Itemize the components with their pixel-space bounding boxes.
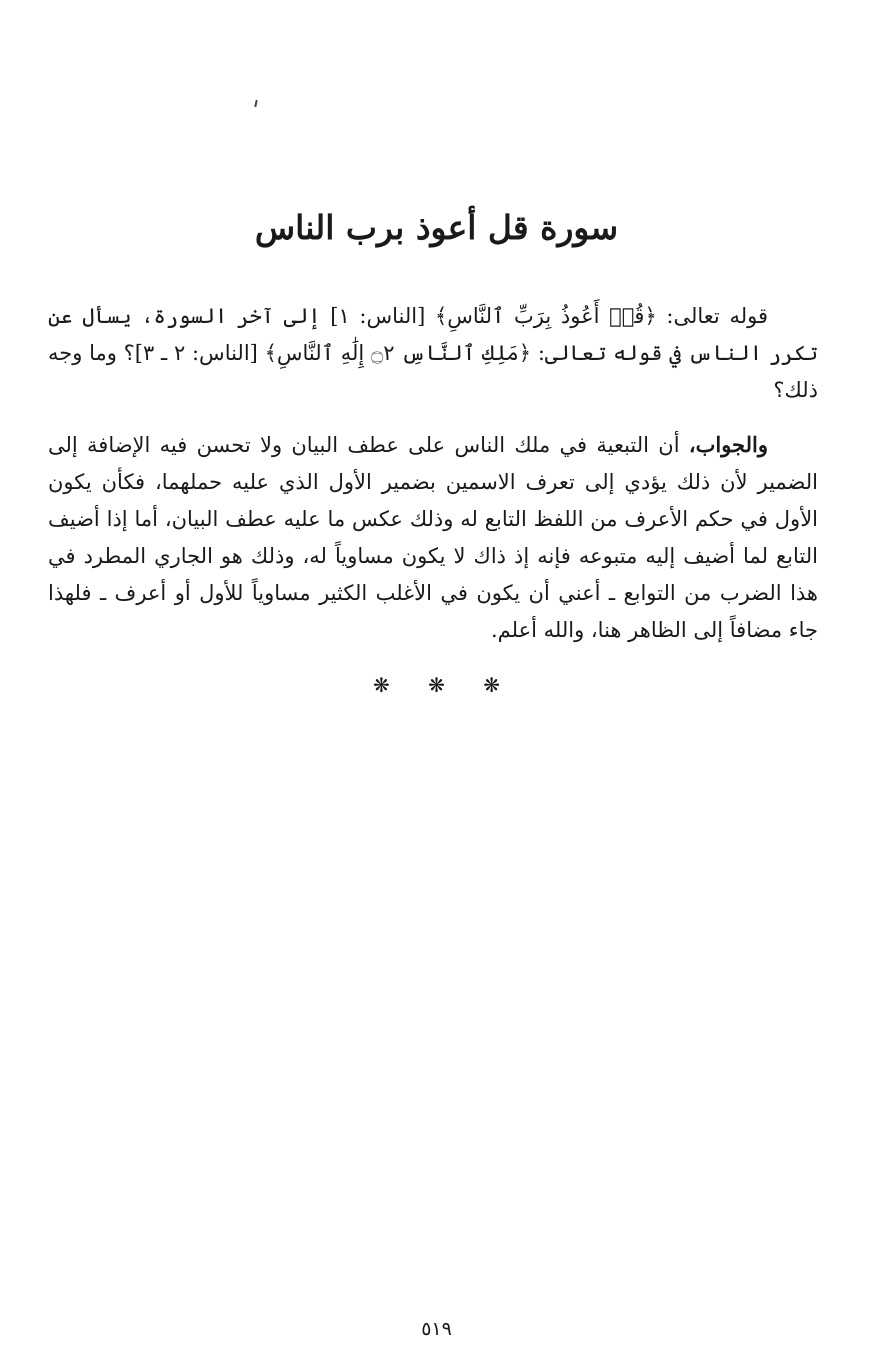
page-title: سورة قل أعوذ برب الناس bbox=[254, 208, 619, 247]
question-text: قوله تعالى: ﴿قُلۡ أَعُوذُ بِرَبِّ ٱلنَّاسِ﴾ [الناس: ١] إلى آخر السورة، يسأل عن تكرر الناس في قوله تعالى: ﴿مَلِكِ ٱلنَّاسِ ۝٢ إِلَٰهِ ٱلنَّاسِ﴾ [الناس: ٢ ـ ٣]؟ وما وجه ذلك؟ bbox=[48, 304, 819, 402]
separator-star: ❋ bbox=[428, 673, 445, 697]
separator-star: ❋ bbox=[372, 673, 390, 697]
scan-mark bbox=[254, 100, 257, 107]
page-number: ٥١٩ bbox=[421, 1318, 452, 1340]
separator-star: ❋ bbox=[483, 673, 500, 697]
answer-label: والجواب، bbox=[688, 432, 768, 457]
answer-paragraph bbox=[48, 426, 818, 649]
question-paragraph bbox=[48, 298, 818, 409]
answer-body bbox=[48, 426, 818, 649]
section-separator bbox=[0, 673, 873, 697]
answer-text: أن التبعية في ملك الناس على عطف البيان ولا تحسن فيه الإضافة إلى الضمير لأن ذلك يؤدي إلى تعرف الاسمين بضمير الأول الذي عليه حملهما، فكأن يكون الأول في حكم الأعرف من اللفظ التابع له وذلك عكس ما عليه عطف البيان، أما إذا أضيف التابع لما أضيف إليه متبوعه فإنه إذ ذاك لا يكون مساوياً له، وذلك هو الجاري المطرد في هذا الضرب من التوابع ـ أعني أن يكون في الأغلب الكثير مساوياً للأول أو أعرف ـ فلهذا جاء مضافاً إلى الظاهر هنا، والله أعلم. bbox=[48, 433, 818, 642]
